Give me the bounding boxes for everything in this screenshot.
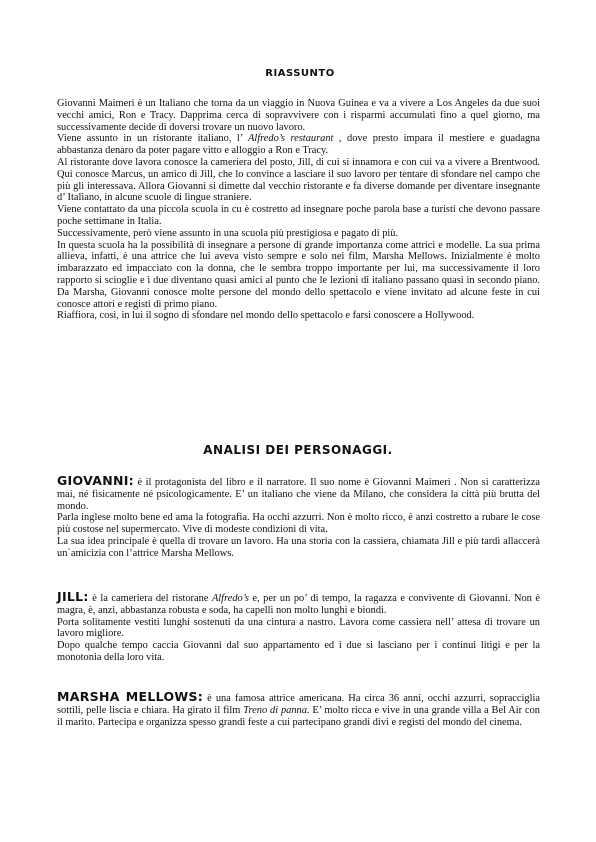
summary-paragraph: Viene contattato da una piccola scuola in cu è costretto ad insegnare poche parola base a turisti che devono passare poche settimane in Italia. xyxy=(57,204,540,227)
character-paragraph xyxy=(57,475,540,512)
restaurant-name: Alfredo’s restaurant xyxy=(248,133,334,145)
text-run: Viene assunto in un ristorante italiano, l’ xyxy=(57,133,249,145)
summary-paragraph: Al ristorante dove lavora conosce la cameriera del posto, Jill, di cui si innamora e con cui va a vivere a Brentwood. Qui conosce Marcus, un amico di Jill, che lo convince a lasciare il suo lavoro per tentare di sfondare nel campo che più gli interessava. Allora Giovanni si dimette dal vecchio ristorante e fa diverse domande per diventare insegnante d’ Italiano, in alcune scuole di lingue straniere. xyxy=(57,156,540,204)
text-run: e, per un po’ di tempo, la ragazza e convivente di Giovanni. Non è magra, è, anzi, abbastanza robusta e soda, ha capelli non molto lunghi e biondi. xyxy=(57,593,541,616)
character-giovanni xyxy=(57,475,540,560)
summary-paragraph: In questa scuola ha la possibilità di insegnare a persone di grande importanza come attrici e modelle. La sua prima allieva, infatti, è una attrice che lui aveva visto sempre e solo nei film, Marsha Mellows. Inizialmente è molto imbarazzato ed impacciato con la donna, che le sembra troppo importante per lui, ma successivamente il loro rapporto si scioglie e i due diventano quasi amici al punto che le lezioni di italiano passano quasi in secondo piano. Da Marsha, Giovanni conosce molte persone del mondo dello spettacolo e viene invitato ad alcune feste in cui conosce attori e registi di primo piano. xyxy=(57,239,540,310)
character-name: JILL: xyxy=(57,589,89,604)
character-paragraph xyxy=(57,691,540,728)
summary-heading: RIASSUNTO xyxy=(265,68,335,79)
summary-paragraph: Giovanni Maimeri è un Italiano che torna da un viaggio in Nuova Guinea e va a vivere a Los Angeles da due suoi vecchi amici, Ron e Tracy. Dapprima cerca di sopravvivere con i risparmi accumulati fino a quel giorno, ma successivamente decide di doversi trovare un nuovo lavoro. xyxy=(57,98,540,133)
text-run: E’ molto ricca e vive in una grande villa a Bel Air con il marito. Partecipa e organizza spesso grandi feste a cui partecipano grandi divi e registi del mondo del cinema. xyxy=(57,704,540,728)
restaurant-name: Alfredo’s xyxy=(211,593,249,604)
text-run: è la cameriera del ristorane xyxy=(88,593,212,604)
text-run: , dove presto impara il mestiere e guadagna abbastanza denaro da poter pagare vitto e alloggio a Ron e Tracy. xyxy=(57,133,540,157)
character-paragraph: La sua idea principale è quella di trovare un lavoro. Ha una storia con la cassiera, chiamata Jill e più tardi allaccerà un`amicizia con l’attrice Marsha Mellows. xyxy=(57,535,540,559)
character-paragraph: Parla inglese molto bene ed ama la fotografia. Ha occhi azzurri. Non è molto ricco, è anzi costretto a rubare le cose più costose nel supermercato. Vive di modeste condizioni di vita. xyxy=(57,512,540,536)
character-name: GIOVANNI: xyxy=(57,473,134,488)
summary-section xyxy=(57,98,540,322)
summary-paragraph xyxy=(57,133,540,157)
summary-paragraph: Successivamente, però viene assunto in una scuola più prestigiosa e pagato di più. xyxy=(57,227,399,239)
character-paragraph xyxy=(57,591,540,617)
summary-paragraph: Riaffiora, così, in lui il sogno di sfondare nel mondo dello spettacolo e farsi conoscere a Hollywood. xyxy=(57,310,475,322)
character-jill xyxy=(57,591,540,664)
character-paragraph: Dopo qualche tempo caccia Giovanni dal suo appartamento ed i due si lasciano per i continui litigi e per la monotonia della loro vita. xyxy=(57,640,540,663)
character-paragraph: Porta solitamente vestiti lunghi sostenuti da una cintura a nastro. Lavora come cassiera nell’ attesa di trovare un lavoro migliore. xyxy=(57,616,540,640)
character-marsha xyxy=(57,691,540,728)
character-name: MARSHA MELLOWS: xyxy=(57,689,204,704)
characters-heading: ANALISI DEI PERSONAGGI. xyxy=(203,443,393,457)
text-run: è il protagonista del libro e il narratore. Il suo nome è Giovanni Maimeri . Non si caratterizza mai, né fisicamente né psicologicamente. E’ un italiano che viene da Milano, che considera la città più brutta del mondo. xyxy=(57,477,540,512)
film-title: Treno di panna. xyxy=(243,704,310,716)
text-run: è una famosa attrice americana. Ha circa 36 anni, occhi azzurri, sopracciglia sottili, pelle liscia e chiara. Ha girato il film xyxy=(57,693,540,716)
